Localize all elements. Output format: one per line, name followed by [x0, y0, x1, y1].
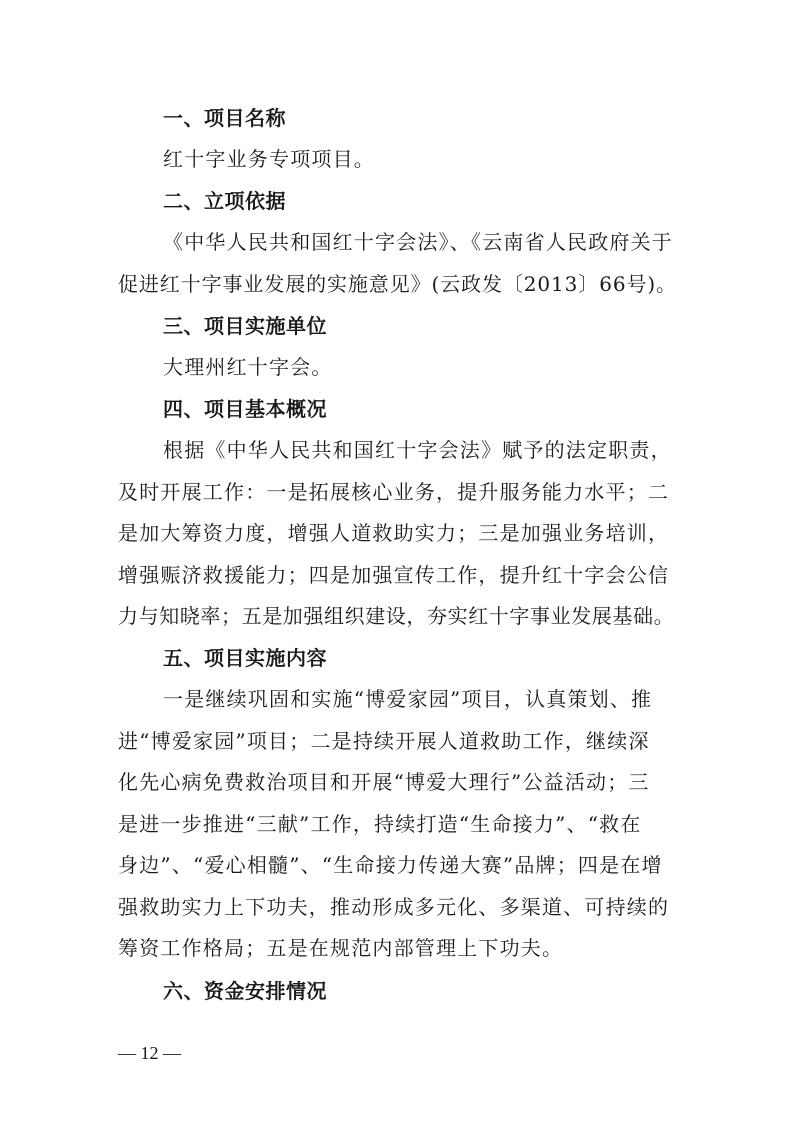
section-5-line-6: 强救助实力上下功夫，推动形成多元化、多渠道、可持续的: [118, 895, 670, 919]
section-2-line-1: 《中华人民共和国红十字会法》、《云南省人民政府关于: [163, 230, 673, 254]
section-5-line-1: 一是继续巩固和实施“博爱家园”项目，认真策划、推: [163, 687, 653, 711]
section-heading-4: 四、项目基本概况: [163, 397, 327, 421]
section-5-line-4: 是进一步推进“三献”工作，持续打造“生命接力”、“救在: [118, 812, 642, 836]
section-heading-2: 二、立项依据: [163, 189, 286, 213]
section-4-line-2: 及时开展工作：一是拓展核心业务，提升服务能力水平；二: [118, 480, 670, 504]
section-heading-3: 三、项目实施单位: [163, 314, 327, 338]
section-4-line-4: 增强赈济救援能力；四是加强宣传工作，提升红十字会公信: [118, 563, 670, 587]
section-3-line-1: 大理州红十字会。: [163, 355, 333, 379]
section-heading-1: 一、项目名称: [163, 106, 286, 130]
section-5-line-5: 身边”、“爱心相髓”、“生命接力传递大赛”品牌；四是在增: [118, 853, 663, 877]
section-2-line-2: 促进红十字事业发展的实施意见》(云政发〔2013〕66号)。: [118, 272, 677, 296]
page-number: — 12 —: [118, 1043, 181, 1063]
section-heading-6: 六、资金安排情况: [163, 979, 327, 1003]
section-5-line-7: 筹资工作格局；五是在规范内部管理上下功夫。: [118, 936, 564, 960]
section-4-line-3: 是加大筹资力度，增强人道救助实力；三是加强业务培训，: [118, 521, 670, 545]
section-5-line-3: 化先心病免费救治项目和开展“博爱大理行”公益活动；三: [118, 770, 650, 794]
section-4-line-1: 根据《中华人民共和国红十字会法》赋予的法定职责，: [163, 438, 672, 462]
section-5-line-2: 进“博爱家园”项目；二是持续开展人道救助工作，继续深: [118, 729, 650, 753]
section-1-line-1: 红十字业务专项项目。: [163, 147, 375, 171]
section-heading-5: 五、项目实施内容: [163, 646, 327, 670]
section-4-line-5: 力与知晓率；五是加强组织建设，夯实红十字事业发展基础。: [118, 604, 675, 628]
